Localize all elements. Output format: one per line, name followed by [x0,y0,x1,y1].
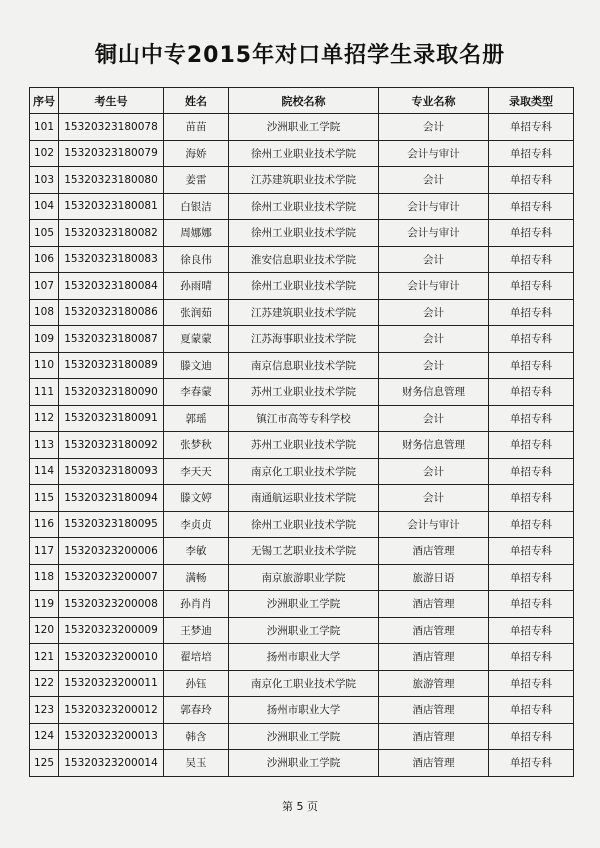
cell-exam-id: 15320323180086 [59,299,164,326]
table-row [30,591,574,618]
cell-exam-id: 15320323180092 [59,432,164,459]
header-seq: 序号 [30,88,59,114]
cell-exam-id: 15320323200008 [59,591,164,618]
cell-name: 翟培培 [164,644,229,671]
cell-school: 苏州工业职业技术学院 [229,432,379,459]
cell-major: 酒店管理 [379,697,489,724]
header-admission-type: 录取类型 [489,88,574,114]
cell-exam-id: 15320323180078 [59,114,164,141]
cell-exam-id: 15320323180094 [59,485,164,512]
cell-major: 旅游管理 [379,670,489,697]
cell-admission-type: 单招专科 [489,723,574,750]
table-header-row [30,88,574,114]
cell-admission-type: 单招专科 [489,432,574,459]
cell-major: 酒店管理 [379,617,489,644]
cell-school: 沙洲职业工学院 [229,617,379,644]
cell-seq: 105 [30,220,59,247]
cell-admission-type: 单招专科 [489,458,574,485]
cell-name: 滕文婷 [164,485,229,512]
cell-seq: 122 [30,670,59,697]
cell-seq: 103 [30,167,59,194]
cell-major: 酒店管理 [379,591,489,618]
cell-exam-id: 15320323180082 [59,220,164,247]
cell-school: 无锡工艺职业技术学院 [229,538,379,565]
cell-seq: 117 [30,538,59,565]
cell-exam-id: 15320323180087 [59,326,164,353]
cell-admission-type: 单招专科 [489,538,574,565]
cell-major: 财务信息管理 [379,432,489,459]
cell-name: 姜雷 [164,167,229,194]
cell-name: 徐良伟 [164,246,229,273]
cell-admission-type: 单招专科 [489,167,574,194]
admission-table [29,87,574,777]
cell-admission-type: 单招专科 [489,246,574,273]
cell-admission-type: 单招专科 [489,326,574,353]
cell-admission-type: 单招专科 [489,193,574,220]
cell-major: 会计 [379,326,489,353]
cell-admission-type: 单招专科 [489,697,574,724]
table-row [30,273,574,300]
header-school: 院校名称 [229,88,379,114]
cell-school: 沙洲职业工学院 [229,723,379,750]
cell-seq: 109 [30,326,59,353]
cell-exam-id: 15320323200010 [59,644,164,671]
cell-exam-id: 15320323180084 [59,273,164,300]
cell-name: 白银洁 [164,193,229,220]
table-row [30,193,574,220]
cell-name: 郭瑶 [164,405,229,432]
cell-school: 镇江市高等专科学校 [229,405,379,432]
cell-school: 扬州市职业大学 [229,644,379,671]
cell-exam-id: 15320323200006 [59,538,164,565]
table-row [30,140,574,167]
page-title: 铜山中专2015年对口单招学生录取名册 [94,43,506,68]
cell-major: 会计 [379,485,489,512]
cell-exam-id: 15320323180080 [59,167,164,194]
cell-major: 会计与审计 [379,193,489,220]
cell-name: 张梦秋 [164,432,229,459]
cell-admission-type: 单招专科 [489,379,574,406]
cell-name: 海娇 [164,140,229,167]
cell-seq: 110 [30,352,59,379]
cell-school: 南京化工职业技术学院 [229,458,379,485]
cell-name: 李春蒙 [164,379,229,406]
table-row [30,458,574,485]
cell-seq: 104 [30,193,59,220]
header-major: 专业名称 [379,88,489,114]
cell-name: 韩含 [164,723,229,750]
table-row [30,299,574,326]
cell-admission-type: 单招专科 [489,299,574,326]
cell-exam-id: 15320323200009 [59,617,164,644]
cell-name: 孙肖肖 [164,591,229,618]
cell-school: 南京化工职业技术学院 [229,670,379,697]
cell-major: 会计与审计 [379,140,489,167]
cell-seq: 123 [30,697,59,724]
cell-school: 江苏建筑职业技术学院 [229,299,379,326]
cell-school: 徐州工业职业技术学院 [229,140,379,167]
cell-admission-type: 单招专科 [489,405,574,432]
cell-exam-id: 15320323180081 [59,193,164,220]
cell-school: 苏州工业职业技术学院 [229,379,379,406]
cell-name: 孙钰 [164,670,229,697]
header-name: 姓名 [164,88,229,114]
cell-major: 酒店管理 [379,538,489,565]
table-row [30,485,574,512]
table-row [30,564,574,591]
table-row [30,167,574,194]
cell-major: 会计 [379,352,489,379]
cell-exam-id: 15320323200011 [59,670,164,697]
cell-major: 会计与审计 [379,511,489,538]
cell-admission-type: 单招专科 [489,352,574,379]
table-row [30,697,574,724]
cell-seq: 115 [30,485,59,512]
table-row [30,220,574,247]
cell-seq: 114 [30,458,59,485]
header-exam-id: 考生号 [59,88,164,114]
cell-major: 会计 [379,167,489,194]
cell-school: 沙洲职业工学院 [229,114,379,141]
cell-exam-id: 15320323180083 [59,246,164,273]
cell-major: 会计 [379,458,489,485]
cell-school: 徐州工业职业技术学院 [229,220,379,247]
cell-name: 苗苗 [164,114,229,141]
cell-exam-id: 15320323180091 [59,405,164,432]
table-row [30,352,574,379]
cell-admission-type: 单招专科 [489,114,574,141]
cell-school: 徐州工业职业技术学院 [229,273,379,300]
cell-seq: 112 [30,405,59,432]
cell-school: 徐州工业职业技术学院 [229,193,379,220]
cell-seq: 102 [30,140,59,167]
cell-admission-type: 单招专科 [489,564,574,591]
table-row [30,114,574,141]
cell-major: 旅游日语 [379,564,489,591]
table-row [30,379,574,406]
cell-name: 夏蒙蒙 [164,326,229,353]
table-row [30,750,574,777]
table-row [30,326,574,353]
cell-major: 酒店管理 [379,644,489,671]
table-body [30,114,574,777]
cell-name: 李敏 [164,538,229,565]
cell-seq: 101 [30,114,59,141]
cell-admission-type: 单招专科 [489,670,574,697]
cell-major: 财务信息管理 [379,379,489,406]
cell-seq: 125 [30,750,59,777]
cell-exam-id: 15320323200014 [59,750,164,777]
cell-major: 会计与审计 [379,220,489,247]
cell-seq: 113 [30,432,59,459]
table-row [30,617,574,644]
cell-admission-type: 单招专科 [489,220,574,247]
cell-major: 会计 [379,405,489,432]
cell-seq: 120 [30,617,59,644]
cell-name: 郭春玲 [164,697,229,724]
cell-exam-id: 15320323180093 [59,458,164,485]
cell-exam-id: 15320323180090 [59,379,164,406]
cell-name: 孙雨晴 [164,273,229,300]
cell-admission-type: 单招专科 [489,140,574,167]
cell-admission-type: 单招专科 [489,644,574,671]
cell-seq: 124 [30,723,59,750]
cell-exam-id: 15320323200013 [59,723,164,750]
cell-seq: 108 [30,299,59,326]
page-number: 第 5 页 [282,800,318,813]
cell-exam-id: 15320323180079 [59,140,164,167]
cell-major: 会计与审计 [379,273,489,300]
table-row [30,246,574,273]
cell-name: 张润茹 [164,299,229,326]
table-row [30,405,574,432]
cell-admission-type: 单招专科 [489,591,574,618]
cell-name: 周娜娜 [164,220,229,247]
cell-school: 沙洲职业工学院 [229,750,379,777]
cell-seq: 118 [30,564,59,591]
cell-school: 江苏建筑职业技术学院 [229,167,379,194]
cell-admission-type: 单招专科 [489,511,574,538]
cell-seq: 119 [30,591,59,618]
table-row [30,670,574,697]
cell-major: 会计 [379,114,489,141]
table-row [30,723,574,750]
cell-major: 酒店管理 [379,723,489,750]
cell-name: 李天天 [164,458,229,485]
cell-admission-type: 单招专科 [489,617,574,644]
table-row [30,644,574,671]
cell-admission-type: 单招专科 [489,750,574,777]
cell-seq: 121 [30,644,59,671]
cell-major: 酒店管理 [379,750,489,777]
cell-school: 沙洲职业工学院 [229,591,379,618]
cell-school: 扬州市职业大学 [229,697,379,724]
cell-name: 吴玉 [164,750,229,777]
cell-seq: 116 [30,511,59,538]
cell-seq: 106 [30,246,59,273]
table-row [30,511,574,538]
cell-name: 李贞贞 [164,511,229,538]
cell-name: 滕文迪 [164,352,229,379]
cell-exam-id: 15320323200012 [59,697,164,724]
cell-exam-id: 15320323180095 [59,511,164,538]
cell-school: 徐州工业职业技术学院 [229,511,379,538]
cell-admission-type: 单招专科 [489,485,574,512]
cell-school: 淮安信息职业技术学院 [229,246,379,273]
cell-school: 江苏海事职业技术学院 [229,326,379,353]
table-row [30,432,574,459]
cell-school: 南京旅游职业学院 [229,564,379,591]
cell-exam-id: 15320323180089 [59,352,164,379]
cell-school: 南通航运职业技术学院 [229,485,379,512]
cell-major: 会计 [379,246,489,273]
cell-admission-type: 单招专科 [489,273,574,300]
cell-name: 王梦迪 [164,617,229,644]
table-row [30,538,574,565]
cell-name: 满畅 [164,564,229,591]
cell-school: 南京信息职业技术学院 [229,352,379,379]
cell-major: 会计 [379,299,489,326]
cell-exam-id: 15320323200007 [59,564,164,591]
cell-seq: 111 [30,379,59,406]
cell-seq: 107 [30,273,59,300]
